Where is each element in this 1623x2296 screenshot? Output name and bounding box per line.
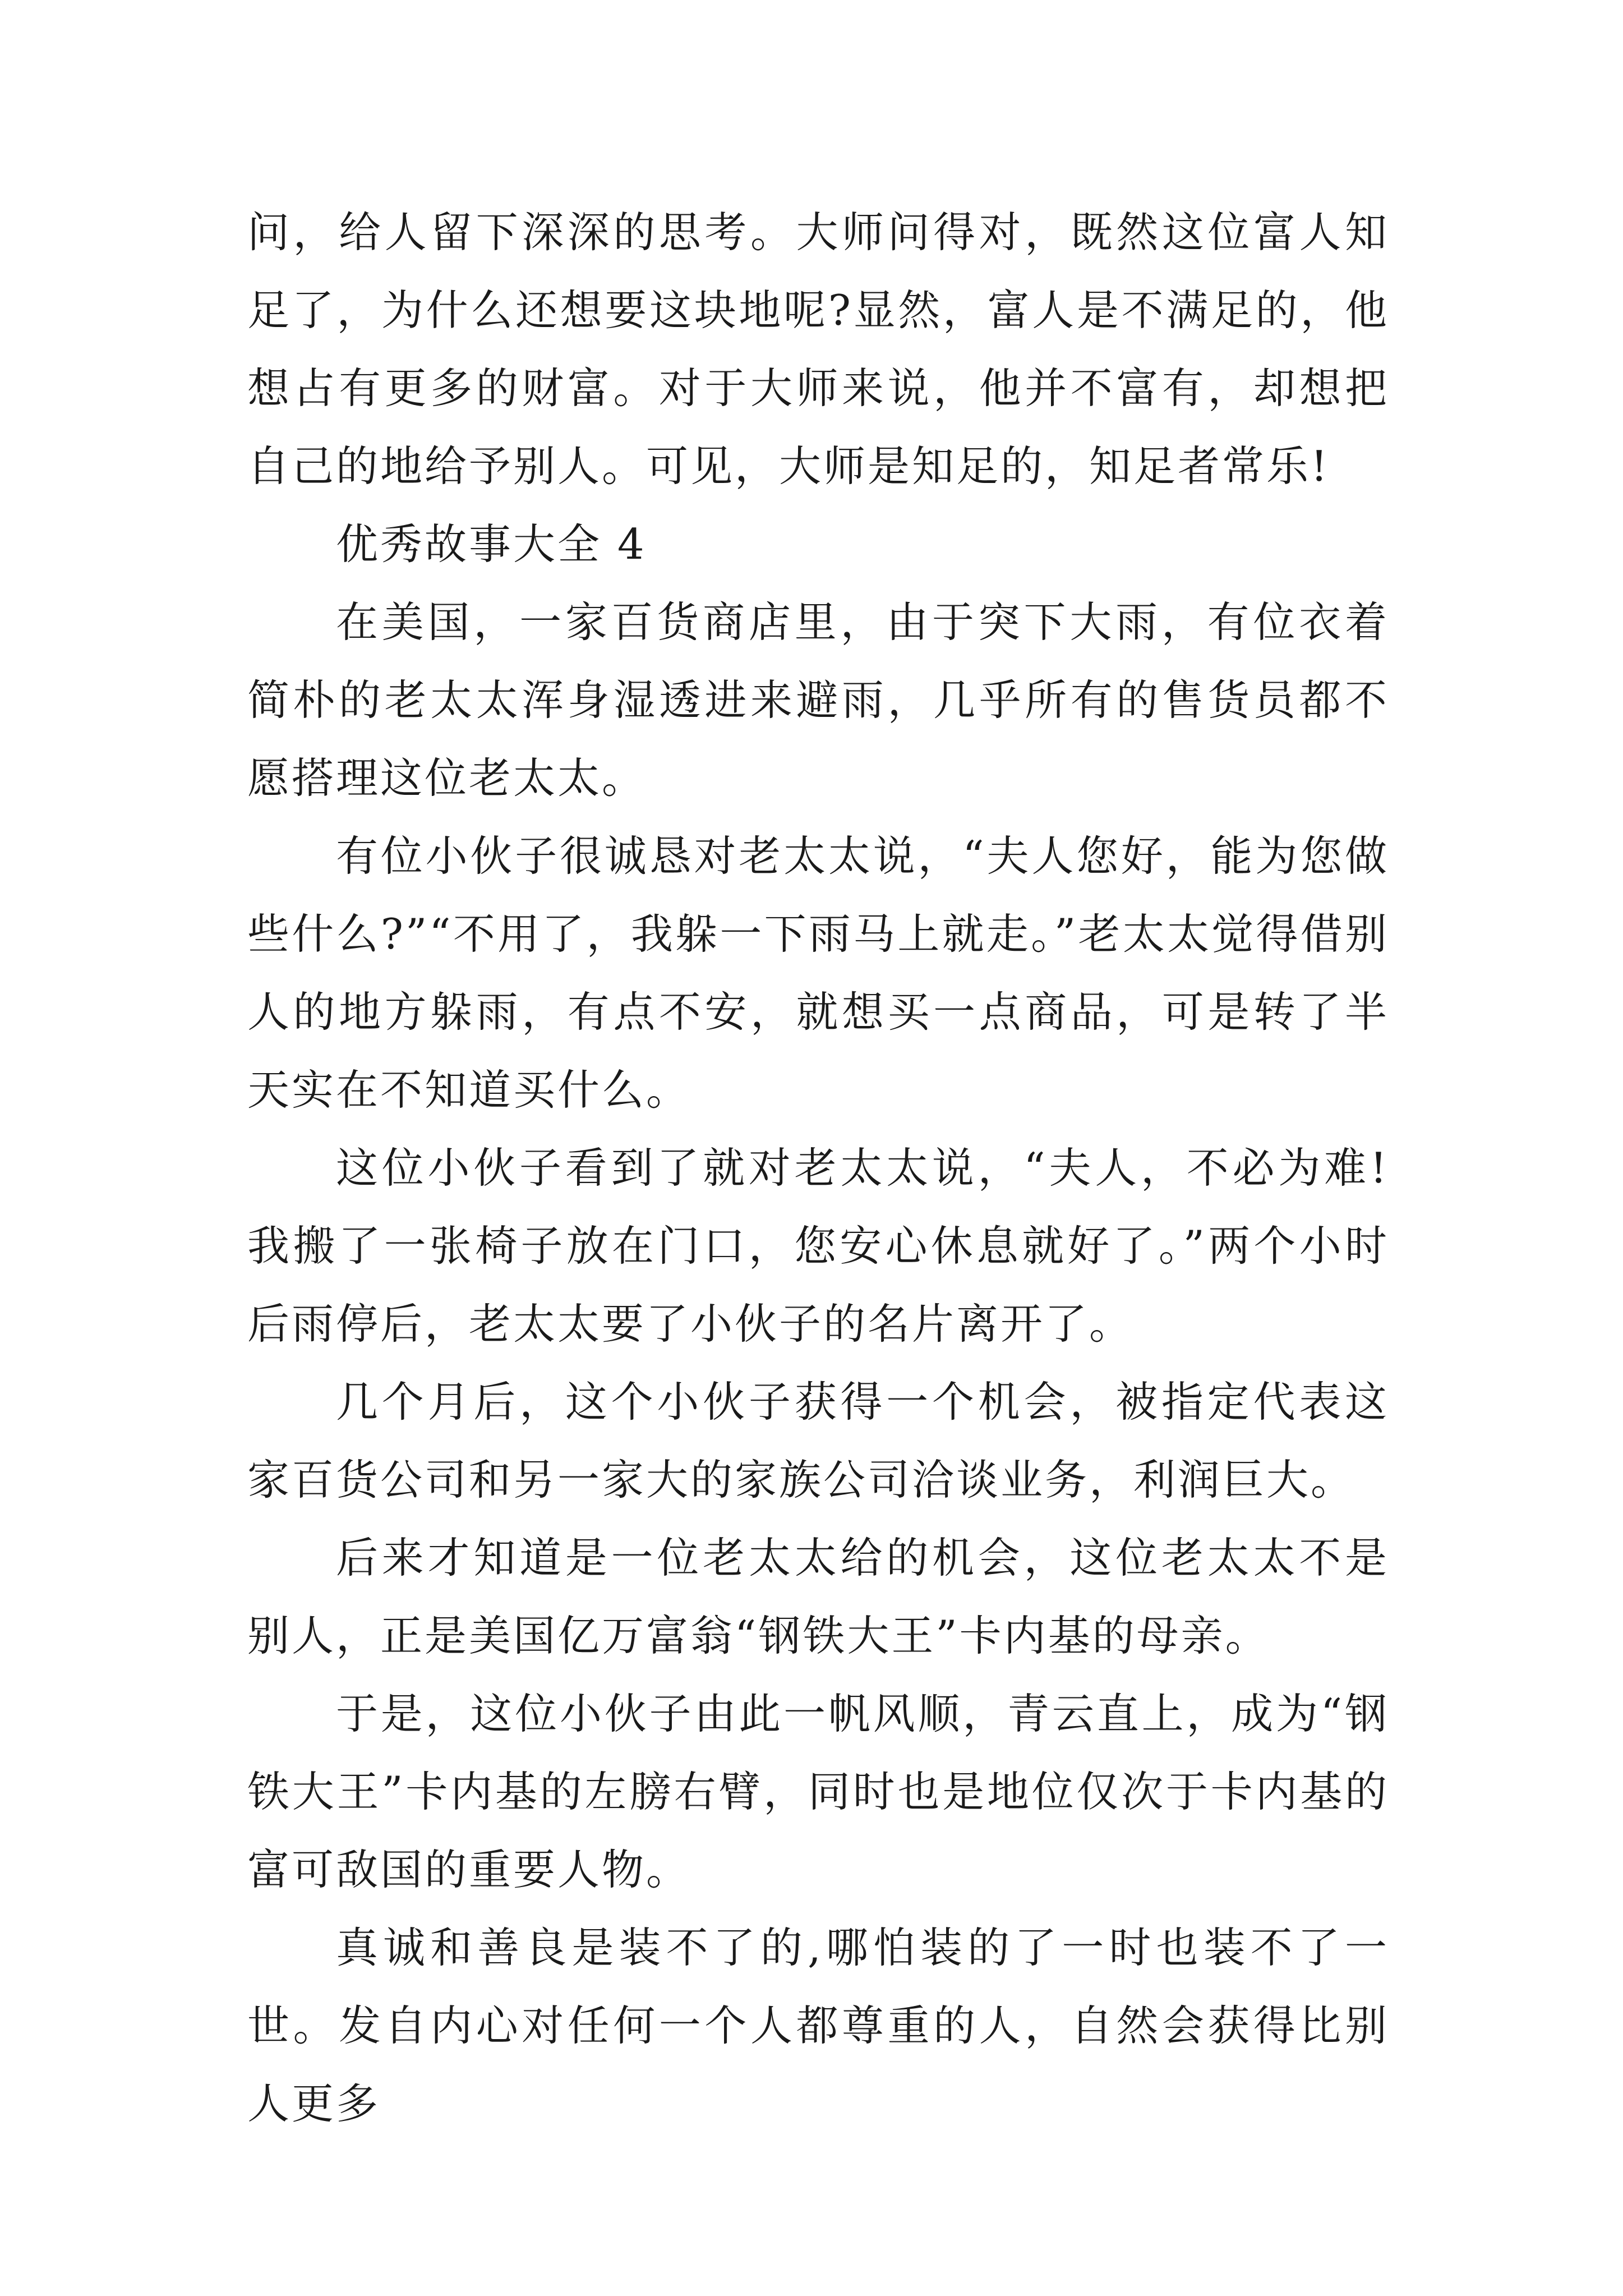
paragraph-continued: 问，给人留下深深的思考。大师问得对，既然这位富人知足了，为什么还想要这块地呢?显然，富人是不满足的，他想占有更多的财富。对于大师来说，他并不富有，却想把自己的地给予别人。可见，大师是知足的，知足者常乐! bbox=[247, 208, 1389, 491]
paragraph: 这位小伙子看到了就对老太太说，“夫人，不必为难!我搬了一张椅子放在门口，您安心休息就好了。”两个小时后雨停后，老太太要了小伙子的名片离开了。 bbox=[247, 1143, 1389, 1349]
paragraph: 在美国，一家百货商店里，由于突下大雨，有位衣着简朴的老太太浑身湿透进来避雨，几乎所有的售货员都不愿搭理这位老太太。 bbox=[247, 597, 1389, 803]
paragraph: 后来才知道是一位老太太给的机会，这位老太太不是别人，正是美国亿万富翁“钢铁大王”卡内基的母亲。 bbox=[247, 1533, 1389, 1660]
paragraph-continues: 真诚和善良是装不了的,哪怕装的了一时也装不了一世。发自内心对任何一个人都尊重的人，自然会获得比别人更多 bbox=[247, 1923, 1389, 2128]
document-body bbox=[247, 194, 1389, 2143]
paragraph: 几个月后，这个小伙子获得一个机会，被指定代表这家百货公司和另一家大的家族公司洽谈业务，利润巨大。 bbox=[247, 1377, 1389, 1504]
paragraph: 有位小伙子很诚恳对老太太说，“夫人您好，能为您做些什么?”“不用了，我躲一下雨马上就走。”老太太觉得借别人的地方躲雨，有点不安，就想买一点商品，可是转了半天实在不知道买什么。 bbox=[247, 831, 1389, 1115]
paragraph: 于是，这位小伙子由此一帆风顺，青云直上，成为“钢铁大王”卡内基的左膀右臂，同时也是地位仅次于卡内基的富可敌国的重要人物。 bbox=[247, 1689, 1389, 1894]
section-heading: 优秀故事大全 4 bbox=[336, 519, 647, 569]
